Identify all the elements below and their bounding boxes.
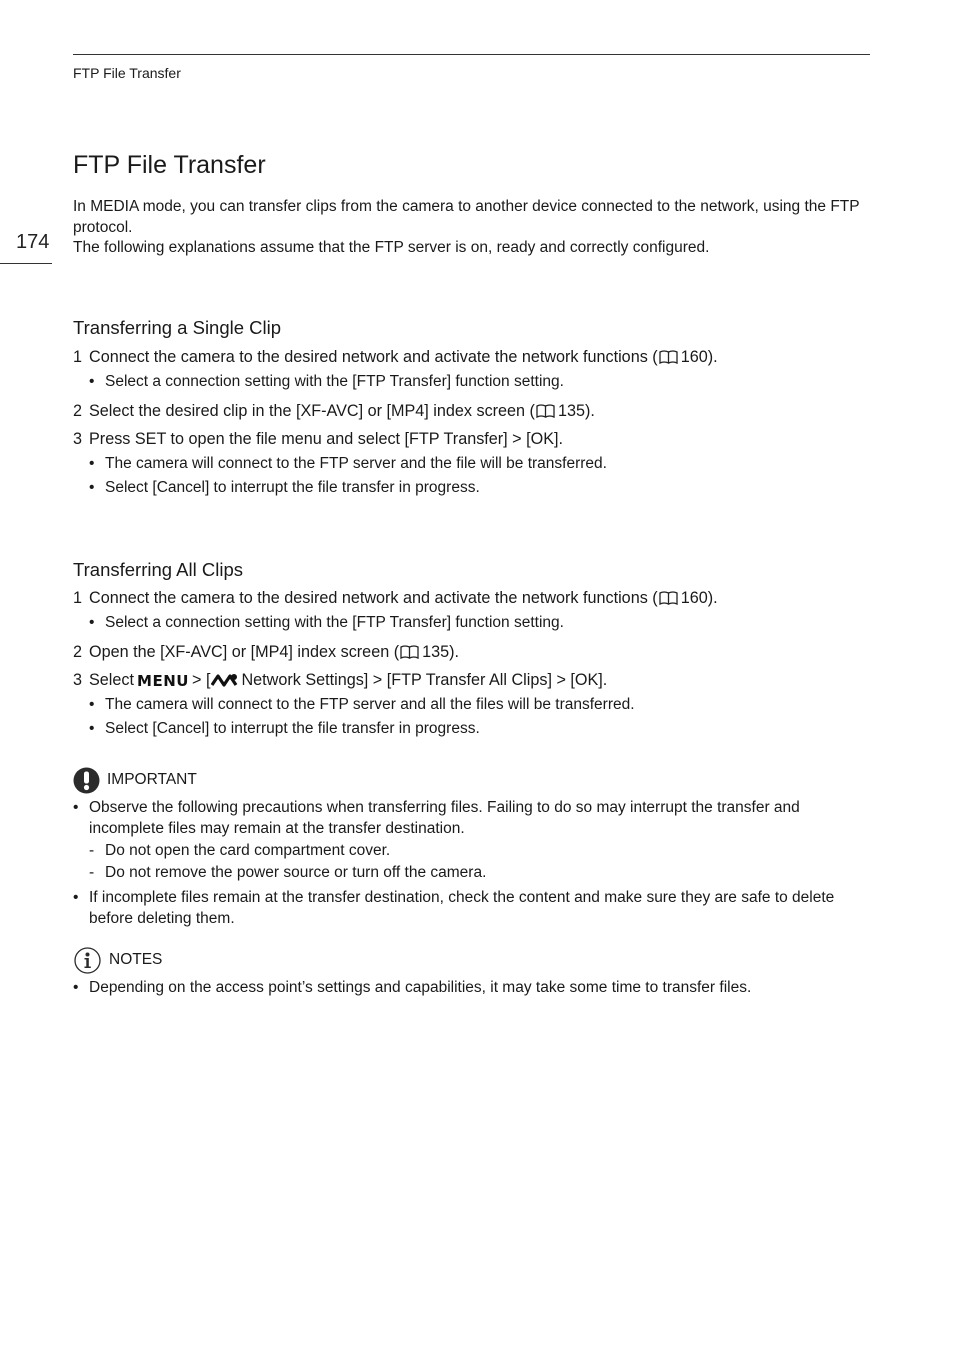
page-reference-link[interactable]: 160). xyxy=(680,347,718,366)
notes-label: NOTES xyxy=(109,951,163,968)
step-bullets xyxy=(73,452,870,500)
step-bullets xyxy=(73,370,870,394)
sub-list-item: - Do not open the card compartment cover. xyxy=(89,840,870,862)
page-title: FTP File Transfer xyxy=(73,151,266,179)
bullet-item: • Select [Cancel] to interrupt the file transfer in progress. xyxy=(73,717,870,741)
step-text: > [ xyxy=(192,670,211,689)
header-rule xyxy=(73,54,870,55)
intro-paragraph: The following explanations assume that the FTP server is on, ready and correctly configured. xyxy=(73,239,710,256)
step-1 xyxy=(73,346,870,368)
step-text: Connect the camera to the desired network and activate the network functions ( xyxy=(89,588,658,607)
page-number-rule xyxy=(0,263,52,264)
network-settings-icon xyxy=(211,673,239,687)
list-item xyxy=(73,797,870,884)
step-1 xyxy=(73,587,870,609)
page-number: 174 xyxy=(16,231,50,253)
book-icon xyxy=(659,350,678,364)
step-number: 1 xyxy=(73,588,83,607)
section-heading-single-clip: Transferring a Single Clip xyxy=(73,316,282,338)
running-head: FTP File Transfer xyxy=(73,65,181,81)
step-number: 1 xyxy=(73,347,83,366)
step-number: 3 xyxy=(73,429,83,448)
intro-paragraph: In MEDIA mode, you can transfer clips from the camera to another device connected to the network, using the FTP protocol. xyxy=(73,198,860,236)
notes-list xyxy=(73,977,870,998)
step-text: Press SET to open the file menu and select [FTP Transfer] > [OK]. xyxy=(89,429,564,448)
bullet-item: • The camera will connect to the FTP server and the file will be transferred. xyxy=(73,452,870,476)
list-item: • Depending on the access point’s settings and capabilities, it may take some time to transfer files. xyxy=(73,977,870,998)
important-label: IMPORTANT xyxy=(107,771,197,788)
book-icon xyxy=(659,591,678,605)
step-number: 3 xyxy=(73,670,83,689)
exclamation-icon xyxy=(73,767,100,794)
page-reference-link[interactable]: 135). xyxy=(422,642,459,661)
step-bullets xyxy=(73,611,870,635)
page-reference-link[interactable]: 135). xyxy=(557,401,595,420)
notes-heading xyxy=(73,947,870,974)
book-icon xyxy=(536,404,555,418)
important-heading xyxy=(73,767,870,794)
list-item: • If incomplete files remain at the transfer destination, check the content and make sure they are safe to delete before deleting them. xyxy=(73,887,870,929)
sub-list-item: - Do not remove the power source or turn off the camera. xyxy=(89,862,870,884)
sub-list xyxy=(89,840,870,884)
step-3 xyxy=(73,428,870,450)
info-icon xyxy=(73,947,102,974)
menu-icon xyxy=(137,672,189,688)
page-reference-link[interactable]: 160). xyxy=(680,588,718,607)
book-icon xyxy=(400,645,419,659)
step-bullets xyxy=(73,693,870,741)
step-text: Open the [XF-AVC] or [MP4] index screen ( xyxy=(89,642,400,661)
section-heading-all-clips: Transferring All Clips xyxy=(73,558,243,580)
page-content xyxy=(73,148,870,998)
menu-icon-label: MENU xyxy=(137,671,189,688)
step-number: 2 xyxy=(73,642,83,661)
step-3 xyxy=(73,669,870,691)
important-list xyxy=(73,797,870,929)
bullet-item: • The camera will connect to the FTP server and all the files will be transferred. xyxy=(73,693,870,717)
step-2 xyxy=(73,641,870,663)
step-number: 2 xyxy=(73,401,83,420)
step-text: Select the desired clip in the [XF-AVC] or [MP4] index screen ( xyxy=(89,401,535,420)
step-text: Select xyxy=(89,670,134,689)
bullet-item: • Select [Cancel] to interrupt the file transfer in progress. xyxy=(73,476,870,500)
step-text: Connect the camera to the desired network and activate the network functions ( xyxy=(89,347,658,366)
bullet-item: • Select a connection setting with the [FTP Transfer] function setting. xyxy=(73,611,870,635)
step-2 xyxy=(73,400,870,422)
bullet-item: • Select a connection setting with the [FTP Transfer] function setting. xyxy=(73,370,870,394)
list-item-text: Observe the following precautions when transferring files. Failing to do so may interrupt the transfer and incomplete files may remain at the transfer destination. xyxy=(89,798,800,837)
step-text: Network Settings] > [FTP Transfer All Clips] > [OK]. xyxy=(241,670,608,689)
